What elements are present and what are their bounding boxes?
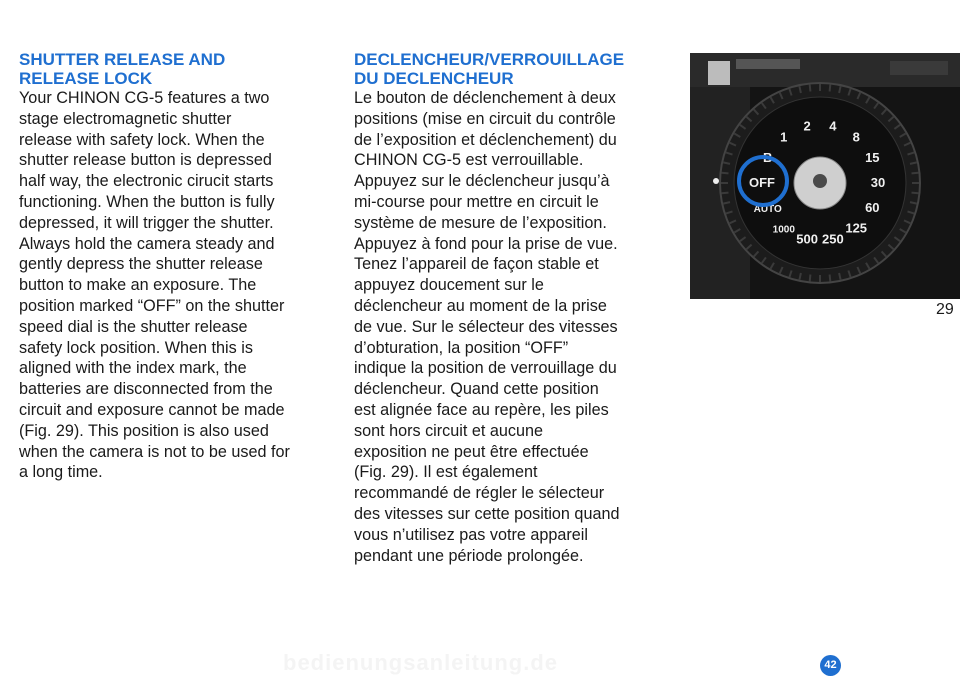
dial-label: 30 — [870, 175, 886, 190]
dial-knurl-tick — [810, 85, 811, 92]
french-column — [354, 50, 674, 566]
dial-label: 60 — [865, 200, 880, 216]
dial-label: 125 — [845, 220, 868, 236]
dial-label: OFF — [749, 175, 775, 190]
dial-label: 8 — [852, 129, 860, 145]
dial-knurl-tick — [830, 275, 831, 282]
french-heading: DECLENCHEUR/VERROUILLAGE DU DECLENCHEUR — [354, 50, 625, 88]
dial-knurl-tick — [912, 193, 919, 194]
dial-label: 500 — [796, 231, 818, 247]
english-column — [19, 50, 337, 483]
dial-label: AUTO — [753, 204, 782, 216]
dial-label: 1000 — [772, 224, 795, 236]
dial-knurl-tick — [722, 173, 729, 174]
dial-knurl-tick — [722, 193, 729, 194]
dial-label: 250 — [822, 231, 844, 247]
dial-knurl-tick — [912, 173, 919, 174]
dial-label: 1 — [780, 129, 788, 145]
dial-label: 15 — [865, 149, 880, 165]
dial-knurl-tick — [830, 85, 831, 92]
dial-label: 4 — [829, 118, 837, 134]
figure-number: 29 — [936, 301, 954, 318]
dial-knurl-tick — [810, 275, 811, 282]
page-number-badge: 42 — [820, 655, 841, 676]
watermark: bedienungsanleitung.de — [283, 650, 559, 675]
dial-label: B — [763, 149, 773, 165]
english-body: Your CHINON CG-5 features a two stage electromagnetic shutter release with safety lock. When the shutter release button is depressed half way, the electronic cirucit starts functioning. When the button is fully depressed, it will trigger the shutter. Always hold the camera steady and gently depress the shutter release button to make an exposure. The position marked “OFF” on the shutter speed dial is the shutter release safety lock position. When this is aligned with the index mark, the batteries are disconnected from the circuit and exposure cannot be made (Fig. 29). This position is also used when the camera is not to be used for a long time. — [19, 89, 290, 482]
dial-label: 2 — [803, 118, 811, 134]
french-body: Le bouton de déclenchement à deux positions (mise en circuit du contrôle de l’exposition et déclenchement) du CHINON CG-5 est verrouillable. Appuyez sur le déclencheur jusqu’à mi-course pour mettre en circuit le système de mesure de l’exposition. Appuyez à fond pour la prise de vue. Tenez l’appareil de façon stable et appuyez doucement sur le déclencheur au moment de la prise de vue. Sur le sélecteur des vitesses d’obturation, la position “OFF” indique la position de verrouillage du déclencheur. Quand cette position est alignée face au repère, les piles sont hors circuit et aucune exposition ne peut être effectuée (Fig. 29). Il est également recommandé de régler le sélecteur des vitesses sur cette position quand vous n’utilisez pas votre appareil pendant une période prolongée. — [354, 89, 620, 565]
camera-dial-illustration — [690, 53, 960, 299]
english-heading: SHUTTER RELEASE AND RELEASE LOCK — [19, 50, 226, 88]
shutter-dial-photo — [690, 53, 960, 299]
